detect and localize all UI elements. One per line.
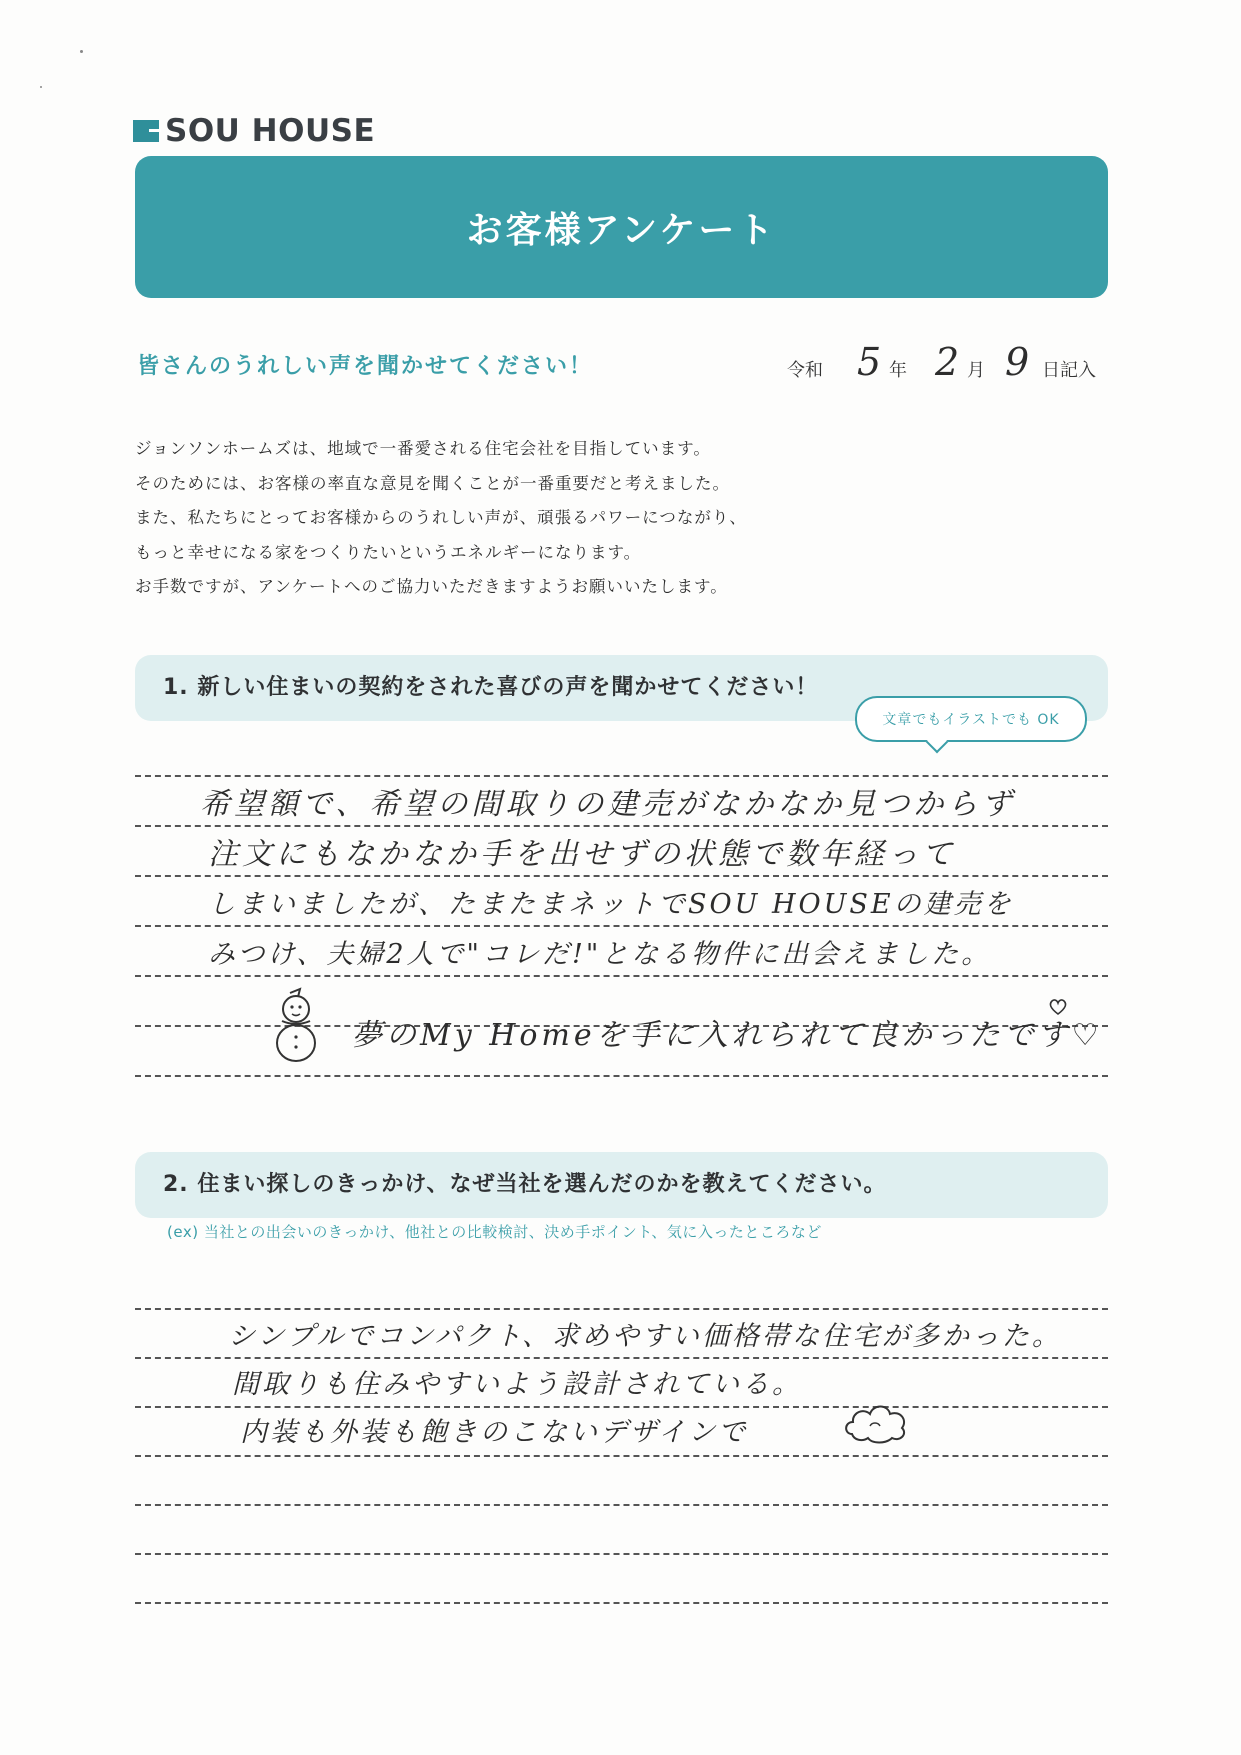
ruled-line: [135, 1308, 1108, 1310]
ruled-line: [135, 875, 1108, 877]
ruled-line: [135, 975, 1108, 977]
date-month-unit: 月: [967, 360, 985, 381]
subtitle: 皆さんのうれしい声を聞かせてください！: [137, 354, 594, 379]
scan-speck: [40, 86, 42, 88]
intro-line: そのためには、お客様の率直な意見を聞くことが一番重要だと考えました。: [135, 473, 730, 493]
date-year-value: 5: [857, 340, 882, 384]
question2-answer-line: シンプルでコンパクト、求めやすい価格帯な住宅が多かった。: [228, 1321, 1062, 1352]
question2-answer-line: 間取りも住みやすいよう設計されている。: [232, 1369, 802, 1400]
intro-line: また、私たちにとってお客様からのうれしい声が、頑張るパワーにつながり、: [135, 508, 747, 527]
date-month-value: 2: [935, 340, 960, 384]
ruled-line: [135, 1357, 1108, 1359]
brand-mark-icon: [133, 120, 159, 142]
title-banner: [135, 156, 1108, 298]
ruled-line: [135, 775, 1108, 777]
scan-speck: [80, 50, 83, 53]
cloud-doodle-icon: [842, 1400, 912, 1444]
question1-answer-line: 注文にもなかなか手を出せずの状態で数年経って: [208, 837, 956, 872]
ruled-line: [135, 925, 1108, 927]
page-title: お客様アンケート: [466, 209, 777, 251]
ruled-line: [135, 1602, 1108, 1604]
ruled-line: [135, 1406, 1108, 1408]
question2-header: [135, 1152, 1108, 1218]
date-day-value: 9: [1005, 340, 1030, 384]
question1-title: 1. 新しい住まいの契約をされた喜びの声を聞かせてください！: [163, 675, 819, 700]
question2-answer-line: 内装も外装も飽きのこないデザインで: [240, 1417, 749, 1448]
date-era: 令和: [787, 360, 823, 381]
question1-answer-line: みつけ、夫婦2人で"コレだ!"となる物件に出会えました。: [208, 939, 992, 970]
intro-line: もっと幸せになる家をつくりたいというエネルギーになります。: [135, 542, 642, 562]
intro-line: ジョンソンホームズは、地域で一番愛される住宅会社を目指しています。: [135, 439, 711, 458]
ruled-line: [135, 1455, 1108, 1457]
hint-bubble: [855, 696, 1087, 742]
ruled-line: [135, 825, 1108, 827]
question2-title: 2. 住まい探しのきっかけ、なぜ当社を選んだのかを教えてください。: [163, 1172, 887, 1197]
date-field: [787, 340, 1107, 386]
question2-example: (ex) 当社との出会いのきっかけ、他社との比較検討、決め手ポイント、気に入ったところなど: [167, 1223, 822, 1241]
date-year-unit: 年: [889, 360, 907, 381]
ruled-line: [135, 1075, 1108, 1077]
intro-line: お手数ですが、アンケートへのご協力いただきますようお願いいたします。: [135, 577, 728, 596]
ruled-line: [135, 1504, 1108, 1506]
snowman-doodle-icon: [272, 985, 322, 1065]
brand-name: SOU HOUSE: [165, 113, 376, 149]
question1-answer-line: しまいましたが、たまたまネットでSOU HOUSEの建売を: [208, 889, 1014, 920]
intro-paragraph: [135, 432, 1035, 605]
ruled-line: [135, 1553, 1108, 1555]
brand-logo: [133, 114, 375, 148]
question1-answer-line: 夢のMy Homeを手に入れられて良かったです♡: [352, 1018, 1103, 1053]
heart-doodle-icon: [1048, 998, 1068, 1016]
date-day-unit: 日記入: [1042, 360, 1096, 381]
hint-bubble-text: 文章でもイラストでも OK: [882, 712, 1060, 728]
question1-answer-line: 希望額で、希望の間取りの建売がなかなか見つからず: [200, 787, 1016, 822]
